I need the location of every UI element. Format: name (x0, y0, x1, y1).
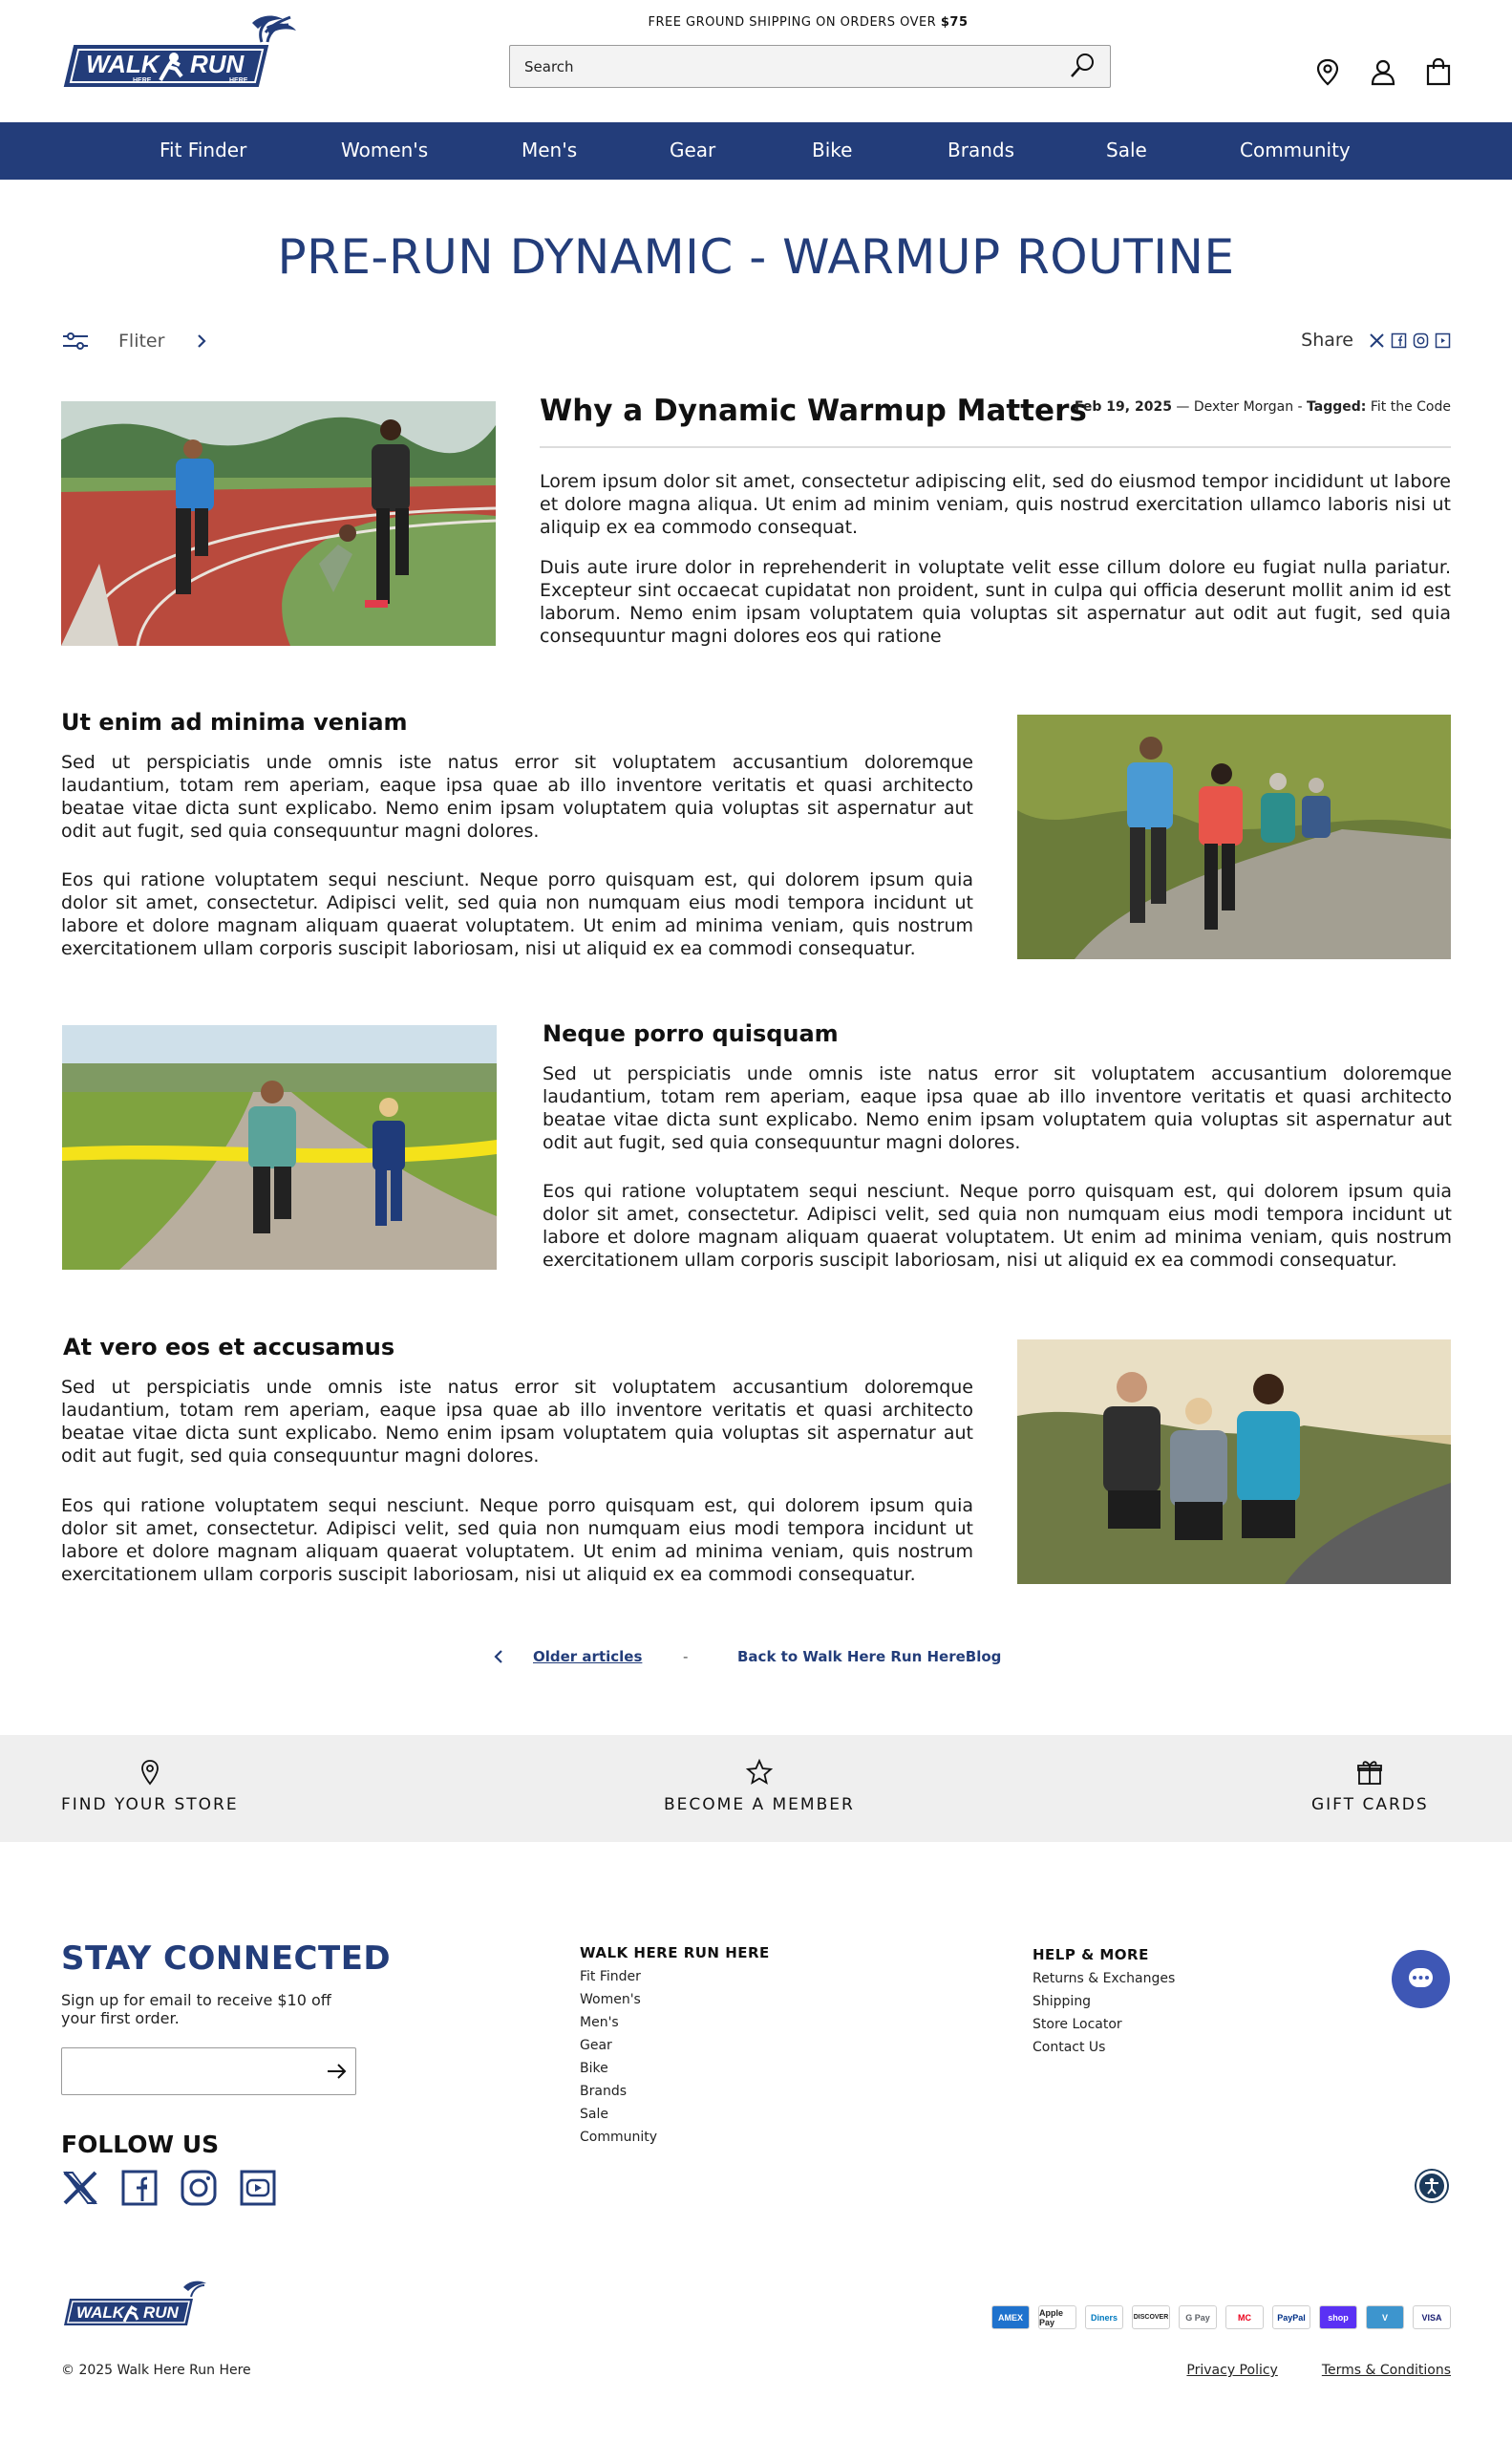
search-input[interactable] (510, 46, 1045, 87)
page-title: PRE-RUN DYNAMIC - WARMUP ROUTINE (277, 229, 1235, 285)
follow-us-heading: FOLLOW US (61, 2131, 220, 2158)
copyright: © 2025 Walk Here Run Here (61, 2363, 251, 2378)
section-1-paragraph-1: Sed ut perspiciatis unde omnis iste natus error sit voluptatem accusantium doloremque laudantium, totam rem aperiam, eaque ipsa quae ab illo inventore veritatis et quasi architecto beatae vitae dicta sunt explicabo. Nemo enim ipsam voluptatem quia voluptas sit aspernatur aut odit aut fugit, sed quia consequuntur magni dolores. (61, 752, 973, 842)
search-icon[interactable] (1068, 52, 1097, 80)
privacy-policy-link[interactable]: Privacy Policy (1186, 2363, 1278, 2378)
instagram-icon[interactable] (1413, 332, 1429, 349)
find-store-label: FIND YOUR STORE (61, 1795, 239, 1814)
diners-club-icon: Diners (1085, 2305, 1123, 2329)
accessibility-button[interactable] (1416, 2171, 1447, 2201)
footer-link-fit-finder[interactable]: Fit Finder (580, 1969, 641, 1984)
image-group-of-runners (1017, 1339, 1451, 1584)
article-meta (1075, 399, 1451, 415)
header-actions (1313, 57, 1453, 86)
venmo-icon: V (1366, 2305, 1404, 2329)
article-tag[interactable]: Fit the Code (1370, 399, 1451, 415)
section-3-paragraph-1: Sed ut perspiciatis unde omnis iste natus error sit voluptatem accusantium doloremque laudantium, totam rem aperiam, eaque ipsa quae ab illo inventore veritatis et quasi architecto beatae vitae dicta sunt explicabo. Nemo enim ipsam voluptatem quia voluptas sit aspernatur aut odit aut fugit, sed quia consequuntur magni dolores. (61, 1377, 973, 1467)
legal-links (1186, 2363, 1451, 2378)
shop-pay-icon: shop (1319, 2305, 1357, 2329)
image-trail-runners (1017, 715, 1451, 959)
email-signup-form (61, 2047, 356, 2095)
nav-item-sale[interactable]: Sale (1106, 139, 1147, 161)
section-1-paragraph-2: Eos qui ratione voluptatem sequi nesciunt. Neque porro quisquam est, qui dolorem ipsum quia dolor sit amet, consectetur. Adipisci velit, sed quia non numquam eius modi tempora incidunt ut labore et dolore magnam aliquam quaerat voluptatem. Ut enim ad minima veniam, quis nostrum exercitationem ullam corporis suscipit laboriosam, nisi ut aliquid ex ea commodi consequatur. (61, 869, 973, 959)
gift-cards-label: GIFT CARDS (1311, 1795, 1429, 1814)
article-author: — Dexter Morgan - (1176, 399, 1308, 415)
signup-text: Sign up for email to receive $10 off your first order. (61, 1991, 331, 2027)
chat-button[interactable] (1392, 1950, 1450, 2008)
nav-item-gear[interactable]: Gear (670, 139, 716, 161)
facebook-icon[interactable] (120, 2169, 159, 2207)
payment-methods (991, 2305, 1451, 2329)
gift-icon (1355, 1758, 1384, 1787)
main-nav (0, 122, 1512, 180)
svg-text:RUN: RUN (190, 50, 245, 78)
article-title: Why a Dynamic Warmup Matters (540, 394, 1087, 428)
hero-image-track-stretch (61, 401, 496, 646)
tagged-label: Tagged: (1307, 399, 1367, 415)
intro-paragraph-2: Duis aute irure dolor in reprehenderit in voluptate velit esse cillum dolore eu fugiat nulla pariatur. Excepteur sint occaecat cupidatat non proident, sunt in culpa qui officia deserunt mollit anim id est laborum. Nemo enim ipsam voluptatem quia voluptas sit aspernatur aut odit aut fugit, sed quia consequuntur magni dolores eos qui ratione (540, 557, 1451, 647)
section-2-paragraph-2: Eos qui ratione voluptatem sequi nesciunt. Neque porro quisquam est, qui dolorem ipsum quia dolor sit amet, consectetur. Adipisci velit, sed quia non numquam eius modi tempora incidunt ut labore et dolore magnam aliquam quaerat voluptatem. Ut enim ad minima veniam, quis nostrum exercitationem ullam corporis suscipit laboriosam, nisi ut aliquid ex ea commodi consequatur. (543, 1181, 1452, 1271)
promo-amount: $75 (940, 15, 969, 30)
footer-link-mens[interactable]: Men's (580, 2015, 619, 2030)
stay-connected-heading: STAY CONNECTED (61, 1939, 392, 1978)
search-bar (509, 45, 1111, 88)
nav-item-mens[interactable]: Men's (522, 139, 578, 161)
intro-paragraph-1: Lorem ipsum dolor sit amet, consectetur adipiscing elit, sed do eiusmod tempor incididunt ut labore et dolore magna aliqua. Ut enim ad minim veniam, quis nostrud exercitation ullamco laboris nisi ut aliquip ex ea commodo consequat. (540, 471, 1451, 538)
footer-link-sale[interactable]: Sale (580, 2107, 608, 2122)
filter-icon (61, 332, 90, 351)
footer-link-returns[interactable]: Returns & Exchanges (1033, 1971, 1176, 1986)
footer-link-contact[interactable]: Contact Us (1033, 2040, 1106, 2055)
footer-link-community[interactable]: Community (580, 2130, 658, 2145)
older-articles-link[interactable]: Older articles (533, 1648, 643, 1665)
image-finish-line (62, 1025, 497, 1270)
share-label: Share (1301, 330, 1353, 351)
nav-item-fit-finder[interactable]: Fit Finder (160, 139, 247, 161)
account-icon[interactable] (1369, 57, 1397, 86)
youtube-icon[interactable] (239, 2169, 277, 2207)
filter-label: Fliter (118, 331, 165, 352)
star-icon (745, 1758, 774, 1787)
discover-icon: DISCOVER (1132, 2305, 1170, 2329)
nav-item-bike[interactable]: Bike (812, 139, 853, 161)
service-band (0, 1735, 1512, 1842)
svg-text:RUN: RUN (143, 2303, 179, 2322)
divider (540, 446, 1451, 448)
youtube-icon[interactable] (1435, 332, 1451, 349)
facebook-icon[interactable] (1391, 332, 1407, 349)
location-pin-icon (136, 1758, 164, 1787)
footer-col1-heading: WALK HERE RUN HERE (580, 1944, 770, 1961)
section-3-paragraph-2: Eos qui ratione voluptatem sequi nesciunt. Neque porro quisquam est, qui dolorem ipsum quia dolor sit amet, consectetur. Adipisci velit, sed quia non numquam eius modi tempora incidunt ut labore et dolore magnam aliquam quaerat voluptatem. Ut enim ad minima veniam, quis nostrum exercitationem ullam corporis suscipit laboriosam, nisi ut aliquid ex ea commodi consequatur. (61, 1495, 973, 1585)
x-twitter-icon[interactable] (1369, 332, 1385, 349)
promo-banner (0, 15, 1512, 30)
become-member-label: BECOME A MEMBER (664, 1795, 855, 1814)
chat-bubble-icon (1392, 1950, 1450, 2008)
footer-link-gear[interactable]: Gear (580, 2038, 612, 2053)
nav-item-community[interactable]: Community (1240, 139, 1351, 161)
arrow-right-icon[interactable] (325, 2060, 348, 2083)
visa-icon: VISA (1413, 2305, 1451, 2329)
location-pin-icon[interactable] (1313, 57, 1342, 86)
pagination (0, 1645, 1512, 1674)
x-twitter-icon[interactable] (61, 2169, 99, 2207)
section-2-paragraph-1: Sed ut perspiciatis unde omnis iste natus error sit voluptatem accusantium doloremque laudantium, totam rem aperiam, eaque ipsa quae ab illo inventore veritatis et quasi architecto beatae vitae dicta sunt explicabo. Nemo enim ipsam voluptatem quia voluptas sit aspernatur aut odit aut fugit, sed quia consequuntur magni dolores. (543, 1063, 1452, 1153)
back-to-blog-link[interactable]: Back to Walk Here Run HereBlog (737, 1648, 1002, 1665)
footer-logo[interactable] (61, 2278, 212, 2327)
site-header (0, 0, 1512, 122)
share-bar (1301, 330, 1451, 351)
terms-link[interactable]: Terms & Conditions (1321, 2363, 1451, 2378)
accessibility-icon (1419, 2174, 1444, 2198)
footer-link-womens[interactable]: Women's (580, 1992, 641, 2007)
filter-control[interactable] (61, 327, 208, 355)
paypal-icon: PayPal (1272, 2305, 1310, 2329)
pager-separator: - (683, 1648, 689, 1665)
mastercard-icon: MC (1225, 2305, 1264, 2329)
apple-pay-icon: Apple Pay (1038, 2305, 1076, 2329)
shopping-bag-icon[interactable] (1424, 57, 1453, 86)
section-heading-1: Ut enim ad minima veniam (61, 709, 408, 736)
footer-link-store-locator[interactable]: Store Locator (1033, 2017, 1122, 2032)
footer-link-brands[interactable]: Brands (580, 2084, 627, 2099)
footer-link-shipping[interactable]: Shipping (1033, 1994, 1092, 2009)
nav-item-womens[interactable]: Women's (341, 139, 429, 161)
svg-text:WALK: WALK (76, 2303, 125, 2322)
chevron-left-icon[interactable] (492, 1648, 505, 1665)
social-links (61, 2169, 277, 2207)
promo-text: FREE GROUND SHIPPING ON ORDERS OVER (648, 15, 937, 30)
google-pay-icon: G Pay (1179, 2305, 1217, 2329)
section-heading-2: Neque porro quisquam (543, 1020, 839, 1047)
svg-text:HERE: HERE (133, 77, 152, 84)
article-date: Feb 19, 2025 (1074, 399, 1172, 415)
instagram-icon[interactable] (180, 2169, 218, 2207)
gift-cards-link[interactable] (1311, 1758, 1429, 1814)
email-input[interactable] (62, 2048, 301, 2094)
section-heading-3: At vero eos et accusamus (63, 1334, 395, 1360)
find-store-link[interactable] (61, 1758, 239, 1814)
svg-text:HERE: HERE (229, 77, 248, 84)
amex-icon: AMEX (991, 2305, 1030, 2329)
chevron-right-icon (195, 332, 208, 350)
footer-link-bike[interactable]: Bike (580, 2061, 608, 2076)
become-member-link[interactable] (664, 1758, 855, 1814)
svg-text:WALK: WALK (86, 50, 160, 78)
footer-col2-heading: HELP & MORE (1033, 1946, 1149, 1963)
nav-item-brands[interactable]: Brands (948, 139, 1014, 161)
